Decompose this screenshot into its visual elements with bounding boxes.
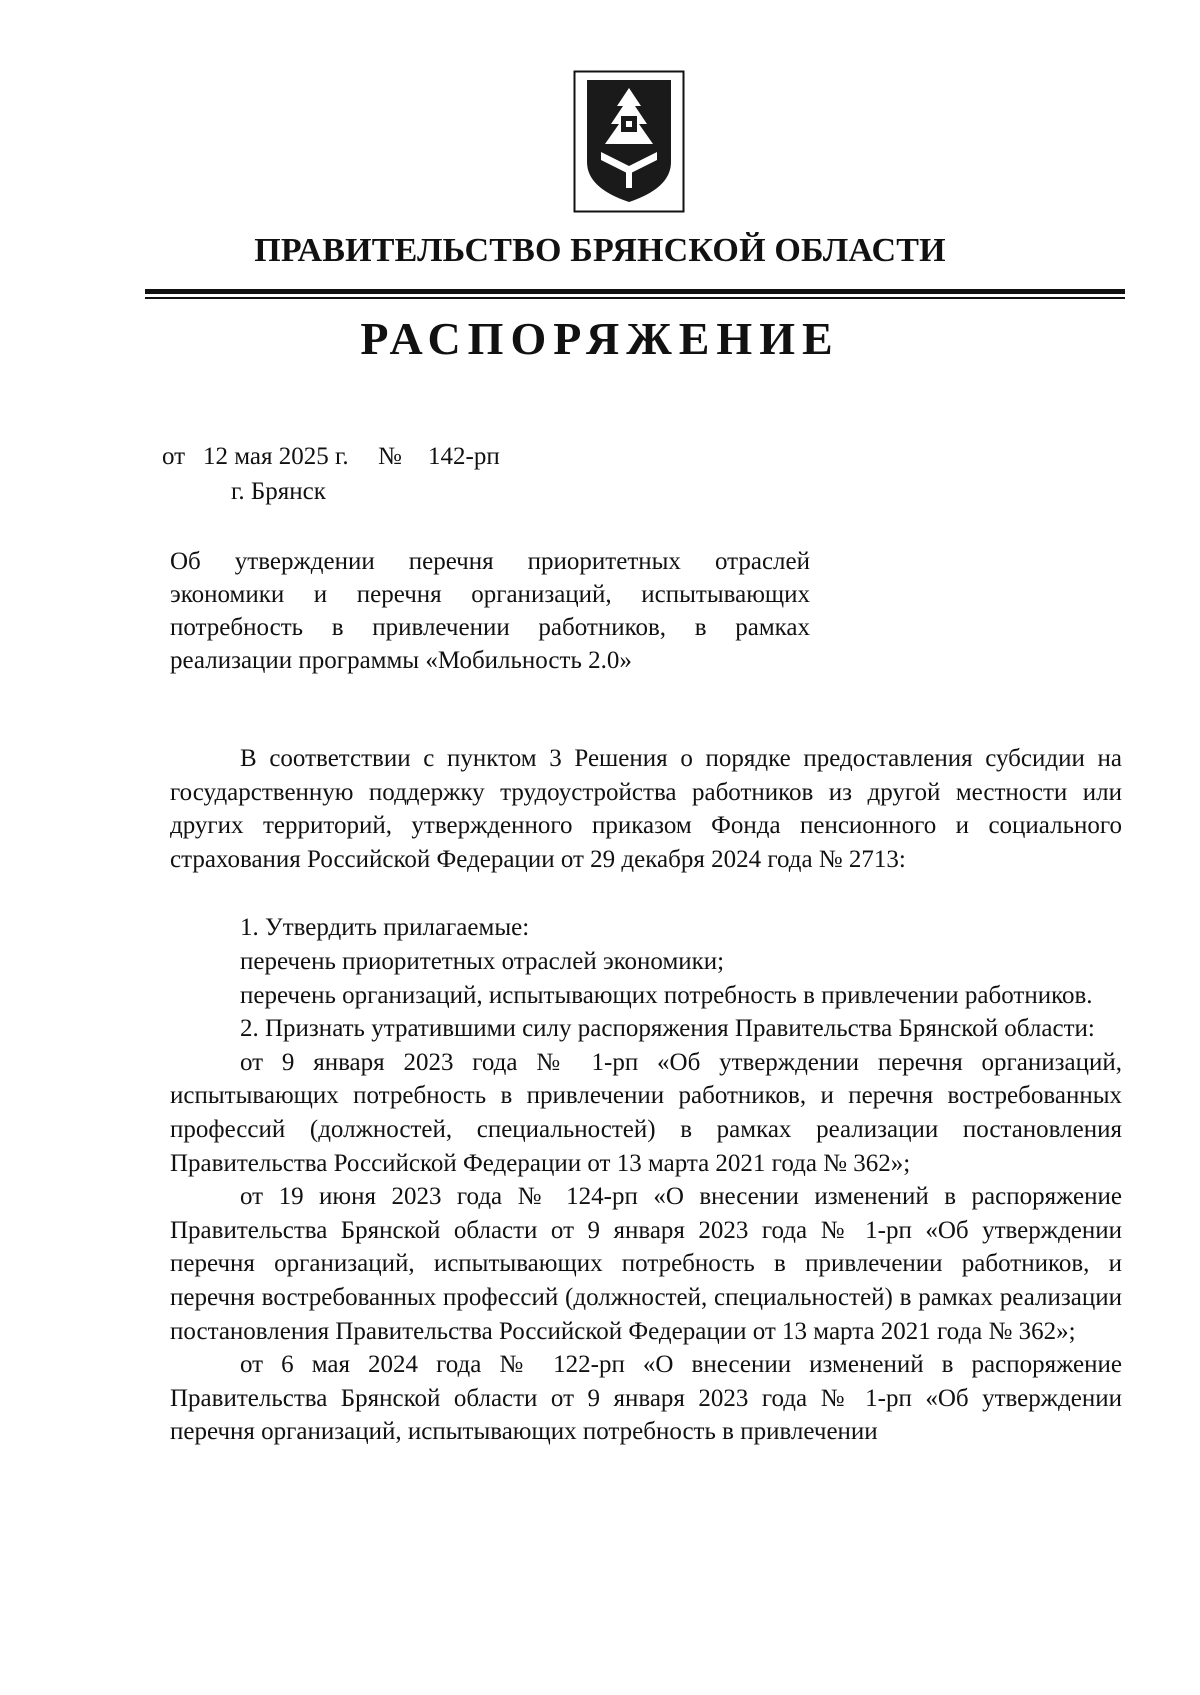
date-prefix: от (162, 443, 186, 470)
number-sign: № (378, 443, 402, 470)
header-divider-thin (145, 297, 1125, 299)
subject-line: экономики и перечня организаций, испытывающих (170, 581, 810, 608)
document-type: РАСПОРЯЖЕНИЕ (360, 313, 840, 364)
coat-of-arms-icon (573, 70, 685, 213)
subject-line: потребность в привлечении работников, в рамках (170, 614, 810, 641)
item-1-list-b: перечень организаций, испытывающих потребность в привлечении работников. (240, 981, 1093, 1009)
header-divider-thick (145, 289, 1125, 294)
document-date: 12 мая 2025 г. (203, 443, 349, 470)
item-1: 1. Утвердить прилагаемые: (240, 914, 530, 942)
organization-name: ПРАВИТЕЛЬСТВО БРЯНСКОЙ ОБЛАСТИ (254, 232, 946, 269)
document-number: 142-рп (428, 443, 500, 470)
item-2-list-a: от 9 января 2023 года № 1-рп «Об утверждении перечня организаций, испытывающих потребность в привлечении работников, и перечня востребованных профессий (должностей, специальностей) в рамках реализации постановления Правительства Российской Федерации от 13 марта 2021 года № 362»; (170, 1048, 1122, 1177)
item-1-list-a: перечень приоритетных отраслей экономики; (240, 947, 725, 975)
document-body (170, 742, 1122, 1449)
document-subject (170, 545, 810, 677)
item-2-list-c: от 6 мая 2024 года № 122-рп «О внесении изменений в распоряжение Правительства Брянской области от 9 января 2023 года № 1-рп «Об утверждении перечня организаций, испытывающих потребность в привлечении (170, 1351, 1122, 1446)
document-city: г. Брянск (231, 478, 326, 505)
subject-line: реализации программы «Мобильность 2.0» (170, 647, 632, 674)
preamble-paragraph: В соответствии с пунктом 3 Решения о порядке предоставления субсидии на государственную поддержку трудоустройства работников из другой местности или других территорий, утвержденного приказом Фонда пенсионного и социального страхования Российской Федерации от 29 декабря 2024 года № 2713: (170, 745, 1122, 873)
item-2: 2. Признать утратившими силу распоряжения Правительства Брянской области: (240, 1015, 1095, 1043)
item-2-list-b: от 19 июня 2023 года № 124-рп «О внесении изменений в распоряжение Правительства Брянской области от 9 января 2023 года № 1-рп «Об утверждении перечня организаций, испытывающих потребность в привлечении работников, и перечня востребованных профессий (должностей, специальностей) в рамках реализации постановления Правительства Российской Федерации от 13 марта 2021 года № 362»; (170, 1183, 1122, 1345)
subject-line: Об утверждении перечня приоритетных отраслей (170, 548, 810, 575)
